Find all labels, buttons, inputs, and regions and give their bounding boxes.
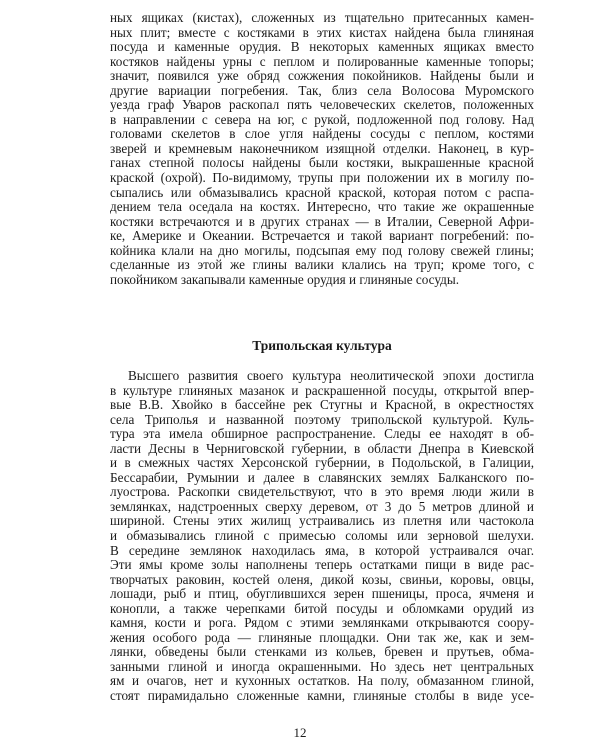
text-line: головами скелетов в слое угля найдены сосуды с пеплом, костями — [110, 126, 534, 142]
paragraph-tripolye — [110, 369, 534, 704]
text-line: Эти ямы кроме золы наполнены теперь остатками пищи в виде рас- — [110, 557, 534, 573]
text-line: шириной. Стены этих жилищ устраивались из плетня или частокола — [110, 513, 534, 529]
text-line: койника клали на дно могилы, подсыпая ему под голову свежей глины; — [110, 242, 534, 258]
text-line: другие вариации погребения. Так, близ села Волосова Муромского — [110, 82, 534, 98]
text-line: краской (охрой). По-видимому, трупы при положении их в могилу по- — [110, 170, 534, 186]
text-line: сыпались или обмазывались красной краской, которая потом с распа- — [110, 184, 534, 200]
text-line: зверей и кремневым наконечником изящной отделки. Наконец, в кур- — [110, 140, 534, 156]
text-line: дением тела оседала на костях. Интересно, что такие же окрашенные — [110, 199, 534, 215]
text-line: землянках, надстроенных сверху деревом, от 3 до 5 метров длиной и — [110, 498, 534, 514]
text-line: луострова. Раскопки свидетельствуют, что в это время люди жили в — [110, 484, 534, 500]
text-line: Высшего развития своего культура неолитической эпохи достигла — [128, 368, 534, 383]
text-line: В середине землянок находилась яма, в которой устраивался очаг. — [110, 542, 534, 558]
text-line: конопли, а также черепками битой посуды и обломками орудий из — [110, 600, 534, 616]
text-line: села Триполья и названной поэтому трипольской культурой. Куль- — [110, 411, 534, 427]
text-line: Бессарабии, Румынии и далее в славянских землях Балканского по- — [110, 469, 534, 485]
text-line: и обмазывались глиной с примесью соломы или зерновой шелухи. — [110, 528, 534, 544]
text-line: лянки, обведены были стенками из кольев, бревен и прутьев, обма- — [110, 644, 534, 660]
paragraph-burials — [110, 11, 534, 287]
text-line: в направлении с севера на юг, с рукой, подложенной под голову. Над — [110, 111, 534, 127]
text-line: вые В.В. Хвойко в бассейне рек Стугны и Красной, в окрестностях — [110, 397, 534, 413]
text-line: сделанные из этой же глины валики клались на труп; кроме того, с — [110, 257, 534, 273]
text-line: и в смежных частях Херсонской губернии, в Подольской, в Галиции, — [110, 455, 534, 471]
text-line: костяков найдены урны с пеплом и полированные каменные топоры; — [110, 53, 534, 69]
text-line: костяки встречаются и в других странах — в Италии, Северной Афри- — [110, 213, 534, 229]
text-line: жения особого рода — глиняные площадки. Они так же, как и зем- — [110, 629, 534, 645]
page-number: 12 — [293, 725, 307, 740]
text-line: камня, кости и рога. Рядом с этими землянками открываются соору- — [110, 615, 534, 631]
text-line: ных плит; вместе с костяками в этих кистах найдена была глиняная — [110, 24, 534, 40]
text-line: ям и очагов, нет и кухонных остатков. На полу, обмазанном глиной, — [110, 673, 534, 689]
text-line: ке, Америке и Океании. Встречается и такой вариант погребений: по- — [110, 228, 534, 244]
text-line: значит, появился уже обряд сожжения покойников. Найдены были и — [110, 68, 534, 84]
text-line: творчатых раковин, костей оленя, дикой козы, свиньи, коровы, овцы, — [110, 571, 534, 587]
text-line: тура эта имела обширное распространение. Следы ее находят в об- — [110, 426, 534, 442]
text-line: ных ящиках (кистах), сложенных из тщательно притесанных камен- — [110, 10, 534, 25]
section-heading: Трипольская культура — [252, 338, 392, 353]
text-line: стоят пирамидально сложенные камни, глиняные столбы в виде усе- — [110, 688, 534, 704]
text-line: уезда граф Уваров раскопал пять человеческих скелетов, положенных — [110, 97, 534, 113]
text-line: посуда и каменные орудия. В некоторых каменных ящиках вместо — [110, 39, 534, 55]
text-line: ласти Десны в Черниговской губернии, в области Днепра в Киевской — [110, 440, 534, 456]
text-line: занными глиной и иногда окрашенными. Но здесь нет центральных — [110, 658, 534, 674]
text-line: в культуре глиняных мазанок и раскрашенной посуды, открытой впер- — [110, 382, 534, 398]
text-line: ганах степной полосы найдены были костяки, выкрашенные красной — [110, 155, 534, 171]
text-line: лошади, рыб и птиц, обуглившихся зерен пшеницы, проса, ячменя и — [110, 586, 534, 602]
text-line: покойником закапывали каменные орудия и глиняные сосуды. — [110, 271, 459, 287]
